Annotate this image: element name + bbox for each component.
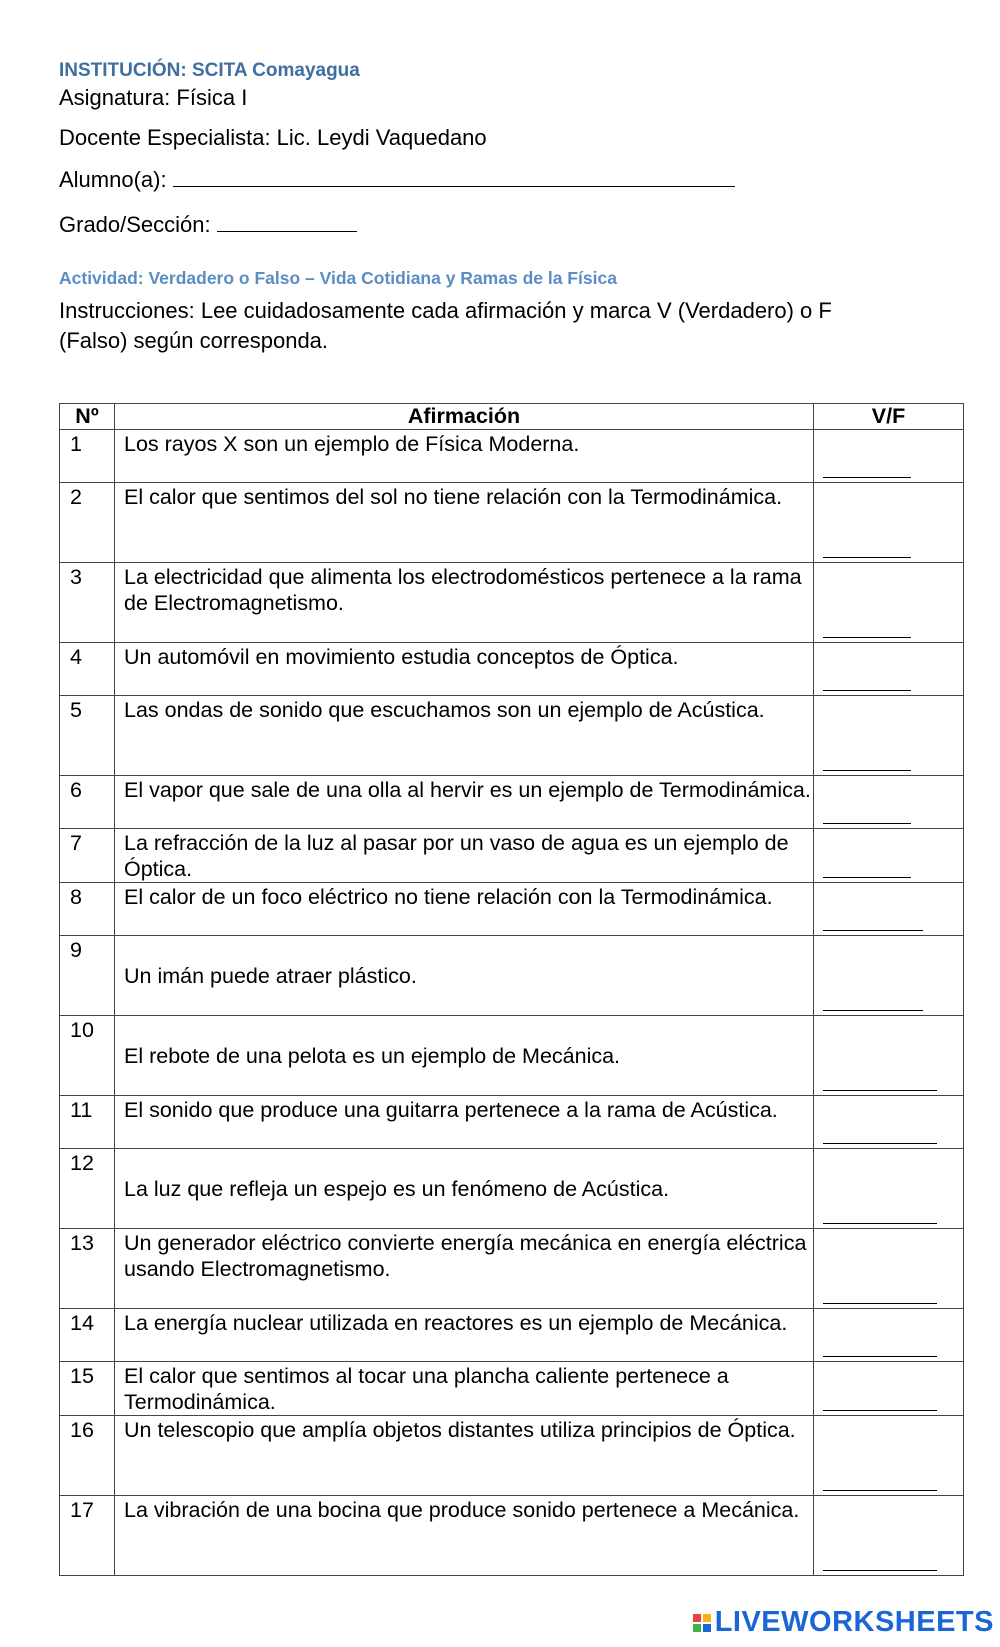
statement-text: Los rayos X son un ejemplo de Física Moderna. <box>115 430 814 483</box>
table-row <box>60 696 964 776</box>
statement-text: El calor que sentimos al tocar una plancha caliente pertenece a Termodinámica. <box>115 1362 814 1416</box>
statement-number: 5 <box>60 696 115 776</box>
subject-line: Asignatura: Física I <box>59 85 248 110</box>
vf-answer-blank[interactable] <box>823 1143 937 1144</box>
statement-number: 17 <box>60 1496 115 1576</box>
statement-number: 3 <box>60 563 115 643</box>
statement-text: Un imán puede atraer plástico. <box>115 936 814 1016</box>
vf-answer-cell <box>814 883 964 936</box>
statement-number: 7 <box>60 829 115 883</box>
statement-number: 15 <box>60 1362 115 1416</box>
vf-answer-blank[interactable] <box>823 930 923 931</box>
statement-number: 14 <box>60 1309 115 1362</box>
vf-answer-blank[interactable] <box>823 477 911 478</box>
statement-text: El calor que sentimos del sol no tiene relación con la Termodinámica. <box>115 483 814 563</box>
statement-text: La vibración de una bocina que produce sonido pertenece a Mecánica. <box>115 1496 814 1576</box>
vf-answer-cell <box>814 1149 964 1229</box>
vf-answer-cell <box>814 1016 964 1096</box>
vf-answer-cell <box>814 1496 964 1576</box>
vf-answer-cell <box>814 483 964 563</box>
liveworksheets-logo <box>693 1606 994 1639</box>
logo-square <box>693 1614 701 1622</box>
vf-answer-cell <box>814 1309 964 1362</box>
vf-answer-blank[interactable] <box>823 877 911 878</box>
vf-answer-cell <box>814 643 964 696</box>
logo-square <box>703 1614 711 1622</box>
vf-answer-blank[interactable] <box>823 1356 937 1357</box>
logo-icon <box>693 1614 711 1632</box>
statement-text: Un telescopio que amplía objetos distantes utiliza principios de Óptica. <box>115 1416 814 1496</box>
statement-number: 2 <box>60 483 115 563</box>
vf-answer-cell <box>814 1096 964 1149</box>
vf-answer-blank[interactable] <box>823 1223 937 1224</box>
statement-text: Las ondas de sonido que escuchamos son un ejemplo de Acústica. <box>115 696 814 776</box>
activity-title: Actividad: Verdadero o Falso – Vida Cotidiana y Ramas de la Física <box>59 268 617 288</box>
vf-answer-blank[interactable] <box>823 770 911 771</box>
statement-text: El vapor que sale de una olla al hervir es un ejemplo de Termodinámica. <box>115 776 814 829</box>
statement-number: 4 <box>60 643 115 696</box>
vf-answer-cell <box>814 829 964 883</box>
statement-text: Un automóvil en movimiento estudia conceptos de Óptica. <box>115 643 814 696</box>
teacher-line: Docente Especialista: Lic. Leydi Vaquedano <box>59 125 487 150</box>
vf-answer-blank[interactable] <box>823 1303 937 1304</box>
table-row <box>60 563 964 643</box>
table-row <box>60 1496 964 1576</box>
statement-number: 9 <box>60 936 115 1016</box>
header-statement: Afirmación <box>115 404 814 430</box>
statement-text: La refracción de la luz al pasar por un vaso de agua es un ejemplo de Óptica. <box>115 829 814 883</box>
student-line <box>59 166 735 193</box>
logo-square <box>693 1624 701 1632</box>
table-row <box>60 483 964 563</box>
table-row <box>60 1416 964 1496</box>
statement-text: La luz que refleja un espejo es un fenómeno de Acústica. <box>115 1149 814 1229</box>
table-row <box>60 936 964 1016</box>
statement-text: Un generador eléctrico convierte energía mecánica en energía eléctrica usando Electromagnetismo. <box>115 1229 814 1309</box>
statement-number: 16 <box>60 1416 115 1496</box>
table-row <box>60 1016 964 1096</box>
student-name-blank[interactable] <box>173 166 735 187</box>
institution-title: INSTITUCIÓN: SCITA Comayagua <box>59 60 360 81</box>
vf-answer-cell <box>814 563 964 643</box>
vf-answer-blank[interactable] <box>823 1010 923 1011</box>
statement-text: La energía nuclear utilizada en reactores es un ejemplo de Mecánica. <box>115 1309 814 1362</box>
table-row <box>60 1309 964 1362</box>
vf-answer-cell <box>814 1416 964 1496</box>
vf-answer-blank[interactable] <box>823 1490 937 1491</box>
statement-text: El rebote de una pelota es un ejemplo de Mecánica. <box>115 1016 814 1096</box>
vf-answer-cell <box>814 1362 964 1416</box>
statement-number: 13 <box>60 1229 115 1309</box>
vf-answer-blank[interactable] <box>823 823 911 824</box>
vf-answer-blank[interactable] <box>823 1570 937 1571</box>
instructions: Instrucciones: Lee cuidadosamente cada afirmación y marca V (Verdadero) o F (Falso) según corresponda. <box>59 298 832 353</box>
statement-number: 1 <box>60 430 115 483</box>
grade-line <box>59 211 357 238</box>
vf-answer-blank[interactable] <box>823 637 911 638</box>
vf-answer-blank[interactable] <box>823 1090 937 1091</box>
table-row <box>60 883 964 936</box>
table-header-row <box>60 404 964 430</box>
statement-text: La electricidad que alimenta los electrodomésticos pertenece a la rama de Electromagnetismo. <box>115 563 814 643</box>
table-row <box>60 1362 964 1416</box>
vf-answer-cell <box>814 936 964 1016</box>
statement-text: El sonido que produce una guitarra pertenece a la rama de Acústica. <box>115 1096 814 1149</box>
logo-text: LIVEWORKSHEETS <box>714 1606 994 1638</box>
table-row <box>60 1229 964 1309</box>
vf-answer-cell <box>814 430 964 483</box>
statement-number: 12 <box>60 1149 115 1229</box>
vf-answer-cell <box>814 1229 964 1309</box>
grade-label: Grado/Sección: <box>59 212 211 237</box>
header-vf: V/F <box>814 404 964 430</box>
vf-answer-cell <box>814 696 964 776</box>
statement-text: El calor de un foco eléctrico no tiene relación con la Termodinámica. <box>115 883 814 936</box>
vf-answer-cell <box>814 776 964 829</box>
table-row <box>60 776 964 829</box>
grade-blank[interactable] <box>217 211 357 232</box>
statements-table <box>59 403 964 1576</box>
table-row <box>60 430 964 483</box>
vf-answer-blank[interactable] <box>823 1410 937 1411</box>
student-label: Alumno(a): <box>59 167 167 192</box>
statement-number: 11 <box>60 1096 115 1149</box>
table-row <box>60 1096 964 1149</box>
logo-square <box>703 1624 711 1632</box>
table-row <box>60 829 964 883</box>
statement-number: 6 <box>60 776 115 829</box>
vf-answer-blank[interactable] <box>823 557 911 558</box>
statement-number: 8 <box>60 883 115 936</box>
table-row <box>60 1149 964 1229</box>
vf-answer-blank[interactable] <box>823 690 911 691</box>
statement-number: 10 <box>60 1016 115 1096</box>
header-number: Nº <box>60 404 115 430</box>
table-row <box>60 643 964 696</box>
